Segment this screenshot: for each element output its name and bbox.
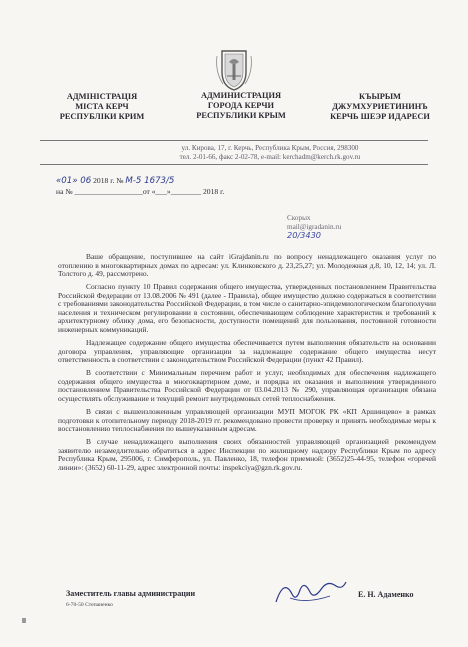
handwritten-signature xyxy=(270,572,350,612)
executor-note: 6-70-50 Степаненко xyxy=(66,602,113,608)
header-left-line: РЕСПУБЛІКИ КРИМ xyxy=(59,112,145,121)
registration-line xyxy=(56,176,174,186)
coat-of-arms-emblem xyxy=(213,48,255,92)
recipient-name: Скорых xyxy=(287,214,311,222)
recipient-incoming-number: 20/3430 xyxy=(287,230,322,241)
signatory-title: Заместитель главы администрации xyxy=(66,589,196,598)
registration-date-printed: 2018 г. № xyxy=(93,176,124,185)
header-right-line: КЪЫРЫМ xyxy=(359,92,401,101)
header-center-line: ГОРОДА КЕРЧИ xyxy=(207,101,275,110)
header-right-line: КЕРЧЬ ШЕЭР ИДАРЕСИ xyxy=(330,112,430,121)
signatory-name: Е. Н. Адаменко xyxy=(358,590,414,599)
registration-number-handwritten: М-5 1673/5 xyxy=(125,176,175,186)
header-center-line: РЕСПУБЛИКИ КРЫМ xyxy=(196,111,286,120)
body-paragraph: Ваше обращение, поступившее на сайт iGrajdanin.ru по вопросу ненадлежащего оказания услуг по отоплению в многоквартирных домах по адресам: ул. Клинковского д. 23,25,27; ул. Молодежная д.8, 10, 12, 14; ул. Л. Толстого д. 49, рассмотрено. xyxy=(58,252,436,279)
header-left-line: АДМІНІСТРАЦІЯ xyxy=(66,92,138,101)
letter-body xyxy=(58,253,436,477)
body-paragraph: Согласно пункту 10 Правил содержания общего имущества, утвержденных постановлением Правительства Российской Федерации от 13.08.2006 № 491 (далее - Правила), общее имущество должно содержаться в соответствии с требованиями законодательства Российской Федерации, в том числе о санитарно-эпидемиологическом благополучии населения и техническом регулировании в состоянии, обеспечивающем соблюдение характеристик и требований к архитектурному облику дома, его безопасности, доступности помещений для пользования, постоянной готовности инженерных коммуникаций. xyxy=(58,282,436,334)
address-line: ул. Кирова, 17, г. Керчь, Республика Крым, Россия, 298300 xyxy=(181,144,359,152)
address-contacts: тел. 2-01-66, факс 2-02-78, e-mail: kerchadm@kerch.rk.gov.ru xyxy=(179,152,361,161)
body-paragraph: В связи с вышеизложенным управляющей организации МУП МОГОК РК «КП Аршинцево» в рамках подготовки к отопительному периоду 2018-2019 гг. рекомендовано провести проверку и принять необходимые меры к восстановлению теплоснабжения по вышеуказанным адресам. xyxy=(58,407,436,434)
reference-line: на № __________________от «___»________ 2018 г. xyxy=(56,187,225,196)
margin-mark xyxy=(22,618,26,623)
header-right-crimean-tatar xyxy=(320,92,440,122)
address-divider xyxy=(40,164,428,165)
registration-date-handwritten: «01» 06 xyxy=(56,176,92,186)
body-paragraph: В соответствии с Минимальным перечнем работ и услуг, необходимых для обеспечения надлежащего содержания общего имущества в многоквартирном доме, и порядка их оказания и выполнения утвержденного постановлением Правительства Российской Федерации от 03.04.2013 № 290, управляющая организация обязана осуществлять обслуживание и текущий ремонт внутридомовых сетей теплоснабжения. xyxy=(58,368,436,403)
header-left-line: МІСТА КЕРЧ xyxy=(75,102,129,111)
recipient-email: mail@igradanin.ru xyxy=(287,222,342,231)
address-block xyxy=(150,144,390,161)
recipient-block xyxy=(287,214,397,240)
body-paragraph: В случае ненадлежащего выполнения своих обязанностей управляющей организацией рекомендуем заявителю незамедлительно обратиться в адрес Инспекции по жилищному надзору Республики Крым по адресу Республика Крым, 295006, г. Симферополь, ул. Павленко, 18, телефон приемной: (3652)25-44-95, телефон «горячей линии»: (3652) 60-11-29, адрес электронной почты: inspekciya@gzn.rk.gov.ru. xyxy=(58,437,436,472)
header-center-line: АДМИНИСТРАЦИЯ xyxy=(200,91,282,100)
header-center-russian xyxy=(183,91,299,121)
header-divider xyxy=(40,140,428,141)
body-paragraph: Надлежащее содержание общего имущества обеспечивается путем выполнения обязательств на основании договора управления, управляющие организации за надлежащее содержание общего имущества несут ответственность в соответствии с законодательством Российской Федерации (пункт 42 Правил). xyxy=(58,338,436,365)
header-right-line: ДЖУМХУРИЕТИНИНЪ xyxy=(332,102,428,111)
header-left-ukrainian xyxy=(42,92,162,122)
